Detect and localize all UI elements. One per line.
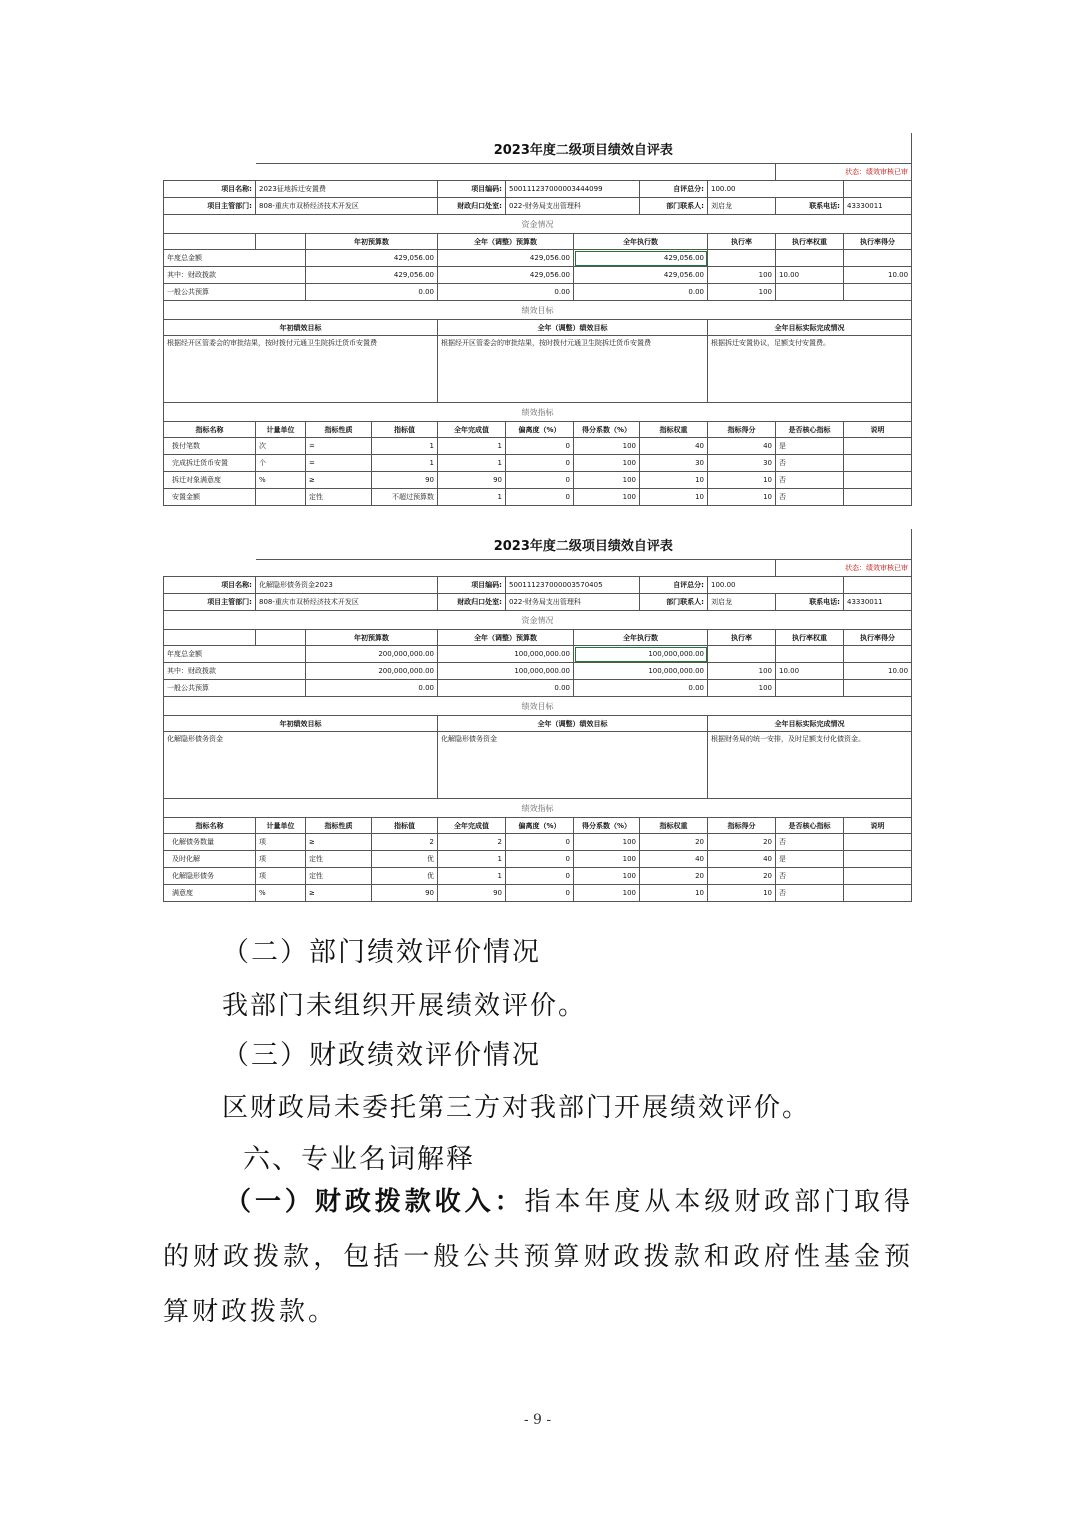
indicator-header: 得分系数（%） <box>574 422 640 438</box>
self-score-value: 100.00 <box>708 181 844 198</box>
indicator-header: 指标性质 <box>306 818 372 834</box>
executed-amount-cell: 429,056.00 <box>574 250 708 267</box>
indicator-unit-cell: 次 <box>256 438 306 455</box>
indicator-nature-cell: = <box>306 455 372 472</box>
goal-text: 根据经开区管委会的审批结果，按时拨付元通卫生院拆迁货币安置费 <box>438 336 708 403</box>
rate-score-cell <box>844 646 912 663</box>
rate-score-cell <box>844 680 912 697</box>
indicator-row <box>164 472 912 489</box>
fund-header: 全年（调整）预算数 <box>438 630 574 646</box>
goal-header: 年初绩效目标 <box>164 716 438 732</box>
indicator-value-cell: 优 <box>372 851 438 868</box>
fund-header: 执行率 <box>708 234 776 250</box>
indicator-header: 指标权重 <box>640 422 708 438</box>
indicator-coef-cell: 100 <box>574 438 640 455</box>
indicator-coef-cell: 100 <box>574 851 640 868</box>
self-score-label: 自评总分: <box>640 577 708 594</box>
indicator-header: 计量单位 <box>256 818 306 834</box>
rate-weight-cell <box>776 680 844 697</box>
indicator-row <box>164 868 912 885</box>
indicator-section-title: 绩效指标 <box>164 799 912 818</box>
indicator-weight-cell: 10 <box>640 885 708 902</box>
indicator-value-cell: 2 <box>372 834 438 851</box>
indicator-note-cell <box>844 834 912 851</box>
fund-section-title: 资金情况 <box>164 611 912 630</box>
fund-header-row <box>164 630 912 646</box>
rate-score-cell <box>844 284 912 301</box>
table-title: 2023年度二级项目绩效自评表 <box>256 529 912 560</box>
indicator-actual-cell: 90 <box>438 472 506 489</box>
performance-table <box>163 133 912 506</box>
indicator-nature-cell: ≥ <box>306 885 372 902</box>
project-name-value: 化解隐形债务资金2023 <box>256 577 438 594</box>
project-code-value: 500111237000003444099 <box>506 181 640 198</box>
goal-text: 化解隐形债务资金 <box>438 732 708 799</box>
indicator-weight-cell: 20 <box>640 868 708 885</box>
rate-weight-cell <box>776 646 844 663</box>
executed-amount-cell: 100,000,000.00 <box>574 646 708 663</box>
goal-text: 根据经开区管委会的审批结果，按时拨付元通卫生院拆迁货币安置费 <box>164 336 438 403</box>
adjusted-budget-cell: 429,056.00 <box>438 250 574 267</box>
contact-value: 刘启龙 <box>708 198 776 215</box>
indicator-score-cell: 10 <box>708 885 776 902</box>
initial-budget-cell: 200,000,000.00 <box>306 646 438 663</box>
execution-rate-cell: 100 <box>708 663 776 680</box>
indicator-header: 偏离度（%） <box>506 422 574 438</box>
indicator-coef-cell: 100 <box>574 472 640 489</box>
rate-weight-cell <box>776 250 844 267</box>
office-label: 财政归口处室: <box>438 198 506 215</box>
contact-value: 刘启龙 <box>708 594 776 611</box>
indicator-core-cell: 否 <box>776 455 844 472</box>
indicator-note-cell <box>844 489 912 506</box>
indicator-coef-cell: 100 <box>574 489 640 506</box>
goal-header: 全年（调整）绩效目标 <box>438 320 708 336</box>
indicator-coef-cell: 100 <box>574 455 640 472</box>
indicator-unit-cell: 项 <box>256 834 306 851</box>
executed-amount-cell: 0.00 <box>574 680 708 697</box>
indicator-actual-cell: 1 <box>438 851 506 868</box>
project-code-label: 项目编码: <box>438 577 506 594</box>
rate-score-cell <box>844 250 912 267</box>
fund-row <box>164 680 912 697</box>
indicator-name-cell: 拆迁对象满意度 <box>164 472 256 489</box>
fund-header: 执行率权重 <box>776 234 844 250</box>
fund-header: 执行率权重 <box>776 630 844 646</box>
indicator-weight-cell: 20 <box>640 834 708 851</box>
indicator-nature-cell: 定性 <box>306 851 372 868</box>
office-value: 022-财务局支出管理科 <box>506 594 640 611</box>
project-code-label: 项目编码: <box>438 181 506 198</box>
indicator-deviation-cell: 0 <box>506 472 574 489</box>
fund-row <box>164 663 912 680</box>
table-title: 2023年度二级项目绩效自评表 <box>256 133 912 164</box>
glossary-term-1 <box>163 1175 913 1340</box>
execution-rate-cell <box>708 250 776 267</box>
indicator-row <box>164 489 912 506</box>
indicator-value-cell: 不超过预算数 <box>372 489 438 506</box>
phone-value: 43330011 <box>844 198 912 215</box>
fund-header: 年初预算数 <box>306 234 438 250</box>
executed-amount-cell: 100,000,000.00 <box>574 663 708 680</box>
indicator-coef-cell: 100 <box>574 834 640 851</box>
fund-header: 全年执行数 <box>574 630 708 646</box>
indicator-header: 全年完成值 <box>438 818 506 834</box>
indicator-name-cell: 及时化解 <box>164 851 256 868</box>
executed-amount-cell: 429,056.00 <box>574 267 708 284</box>
fund-header: 执行率得分 <box>844 234 912 250</box>
indicator-core-cell: 是 <box>776 851 844 868</box>
project-code-value: 500111237000003570405 <box>506 577 640 594</box>
indicator-weight-cell: 30 <box>640 455 708 472</box>
indicator-value-cell: 1 <box>372 455 438 472</box>
indicator-core-cell: 否 <box>776 834 844 851</box>
goal-header: 全年（调整）绩效目标 <box>438 716 708 732</box>
dept-label: 项目主管部门: <box>164 594 256 611</box>
text-finance-evaluation: 区财政局未委托第三方对我部门开展绩效评价。 <box>222 1093 811 1123</box>
indicator-header-row <box>164 422 912 438</box>
indicator-header: 是否核心指标 <box>776 818 844 834</box>
fund-header: 执行率 <box>708 630 776 646</box>
indicator-score-cell: 30 <box>708 455 776 472</box>
indicator-section-title: 绩效指标 <box>164 403 912 422</box>
rate-weight-cell: 10.00 <box>776 267 844 284</box>
initial-budget-cell: 429,056.00 <box>306 267 438 284</box>
goal-section-title: 绩效目标 <box>164 301 912 320</box>
indicator-core-cell: 否 <box>776 489 844 506</box>
indicator-name-cell: 拨付笔数 <box>164 438 256 455</box>
page-number: - 9 - <box>523 1412 552 1428</box>
indicator-nature-cell: ≥ <box>306 834 372 851</box>
indicator-note-cell <box>844 455 912 472</box>
goal-header: 年初绩效目标 <box>164 320 438 336</box>
indicator-header: 是否核心指标 <box>776 422 844 438</box>
adjusted-budget-cell: 100,000,000.00 <box>438 646 574 663</box>
adjusted-budget-cell: 0.00 <box>438 284 574 301</box>
indicator-header: 偏离度（%） <box>506 818 574 834</box>
initial-budget-cell: 0.00 <box>306 680 438 697</box>
self-score-value: 100.00 <box>708 577 844 594</box>
indicator-value-cell: 90 <box>372 885 438 902</box>
project-name-value: 2023征地拆迁安置费 <box>256 181 438 198</box>
heading-glossary: 六、专业名词解释 <box>243 1144 475 1175</box>
indicator-note-cell <box>844 868 912 885</box>
indicator-deviation-cell: 0 <box>506 455 574 472</box>
project-name-label: 项目名称: <box>164 577 256 594</box>
self-score-label: 自评总分: <box>640 181 708 198</box>
indicator-core-cell: 否 <box>776 868 844 885</box>
phone-value: 43330011 <box>844 594 912 611</box>
indicator-value-cell: 优 <box>372 868 438 885</box>
indicator-nature-cell: 定性 <box>306 868 372 885</box>
indicator-deviation-cell: 0 <box>506 885 574 902</box>
indicator-header: 计量单位 <box>256 422 306 438</box>
fund-row <box>164 267 912 284</box>
office-value: 022-财务局支出管理科 <box>506 198 640 215</box>
indicator-header: 指标值 <box>372 818 438 834</box>
indicator-header: 指标值 <box>372 422 438 438</box>
indicator-unit-cell: 项 <box>256 851 306 868</box>
fund-header: 执行率得分 <box>844 630 912 646</box>
initial-budget-cell: 429,056.00 <box>306 250 438 267</box>
sheet-project-2 <box>163 529 911 902</box>
fund-section-title: 资金情况 <box>164 215 912 234</box>
initial-budget-cell: 200,000,000.00 <box>306 663 438 680</box>
indicator-header: 指标得分 <box>708 422 776 438</box>
fund-row <box>164 250 912 267</box>
indicator-note-cell <box>844 851 912 868</box>
fund-header: 全年（调整）预算数 <box>438 234 574 250</box>
rate-score-cell: 10.00 <box>844 663 912 680</box>
text-dept-evaluation: 我部门未组织开展绩效评价。 <box>222 991 587 1021</box>
indicator-name-cell: 化解债务数量 <box>164 834 256 851</box>
goal-header: 全年目标实际完成情况 <box>708 716 912 732</box>
indicator-row <box>164 885 912 902</box>
heading-dept-evaluation: （二）部门绩效评价情况 <box>222 937 541 968</box>
fund-row-label: 年度总金额 <box>164 646 306 663</box>
indicator-header-row <box>164 818 912 834</box>
goal-text: 化解隐形债务资金 <box>164 732 438 799</box>
execution-rate-cell: 100 <box>708 284 776 301</box>
indicator-deviation-cell: 0 <box>506 868 574 885</box>
dept-value: 808-重庆市双桥经济技术开发区 <box>256 198 438 215</box>
indicator-nature-cell: = <box>306 438 372 455</box>
indicator-score-cell: 20 <box>708 834 776 851</box>
fund-row-label: 一般公共预算 <box>164 284 306 301</box>
fund-row-label: 年度总金额 <box>164 250 306 267</box>
indicator-header: 指标性质 <box>306 422 372 438</box>
fund-header: 全年执行数 <box>574 234 708 250</box>
indicator-header: 指标权重 <box>640 818 708 834</box>
fund-row <box>164 646 912 663</box>
status-label: 状态：绩效审核已审 <box>776 560 912 577</box>
phone-label: 联系电话: <box>776 198 844 215</box>
goal-section-title: 绩效目标 <box>164 697 912 716</box>
indicator-coef-cell: 100 <box>574 885 640 902</box>
indicator-header: 全年完成值 <box>438 422 506 438</box>
indicator-name-cell: 化解隐形债务 <box>164 868 256 885</box>
status-label: 状态：绩效审核已审 <box>776 164 912 181</box>
indicator-deviation-cell: 0 <box>506 851 574 868</box>
indicator-actual-cell: 1 <box>438 868 506 885</box>
term-definition: 指本年度从本级财政部门取得的财政拨款，包括一般公共预算财政拨款和政府性基金预算财政拨款。 <box>163 1187 913 1327</box>
indicator-actual-cell: 1 <box>438 455 506 472</box>
indicator-name-cell: 完成拆迁货币安置 <box>164 455 256 472</box>
indicator-core-cell: 是 <box>776 438 844 455</box>
sheet-project-1 <box>163 133 911 506</box>
indicator-coef-cell: 100 <box>574 868 640 885</box>
execution-rate-cell: 100 <box>708 267 776 284</box>
indicator-note-cell <box>844 472 912 489</box>
term-title: （一）财政拨款收入： <box>225 1187 525 1217</box>
execution-rate-cell: 100 <box>708 680 776 697</box>
indicator-actual-cell: 90 <box>438 885 506 902</box>
indicator-header: 指标名称 <box>164 818 256 834</box>
indicator-name-cell: 安置金额 <box>164 489 256 506</box>
indicator-header: 指标名称 <box>164 422 256 438</box>
indicator-row <box>164 851 912 868</box>
indicator-score-cell: 20 <box>708 868 776 885</box>
indicator-weight-cell: 10 <box>640 472 708 489</box>
indicator-unit-cell: 项 <box>256 868 306 885</box>
indicator-deviation-cell: 0 <box>506 834 574 851</box>
indicator-actual-cell: 2 <box>438 834 506 851</box>
indicator-weight-cell: 40 <box>640 851 708 868</box>
performance-table <box>163 529 912 902</box>
contact-label: 部门联系人: <box>640 594 708 611</box>
project-name-label: 项目名称: <box>164 181 256 198</box>
phone-label: 联系电话: <box>776 594 844 611</box>
fund-header-row <box>164 234 912 250</box>
indicator-weight-cell: 10 <box>640 489 708 506</box>
indicator-actual-cell: 1 <box>438 489 506 506</box>
indicator-note-cell <box>844 885 912 902</box>
rate-weight-cell: 10.00 <box>776 663 844 680</box>
contact-label: 部门联系人: <box>640 198 708 215</box>
indicator-deviation-cell: 0 <box>506 438 574 455</box>
indicator-score-cell: 40 <box>708 438 776 455</box>
indicator-row <box>164 455 912 472</box>
dept-value: 808-重庆市双桥经济技术开发区 <box>256 594 438 611</box>
indicator-header: 得分系数（%） <box>574 818 640 834</box>
indicator-unit-cell: % <box>256 885 306 902</box>
heading-finance-evaluation: （三）财政绩效评价情况 <box>222 1040 541 1071</box>
indicator-core-cell: 否 <box>776 472 844 489</box>
indicator-score-cell: 10 <box>708 472 776 489</box>
indicator-header: 说明 <box>844 422 912 438</box>
rate-score-cell: 10.00 <box>844 267 912 284</box>
fund-row-label: 其中：财政拨款 <box>164 663 306 680</box>
office-label: 财政归口处室: <box>438 594 506 611</box>
indicator-value-cell: 90 <box>372 472 438 489</box>
indicator-unit-cell: % <box>256 472 306 489</box>
indicator-nature-cell: 定性 <box>306 489 372 506</box>
indicator-header: 说明 <box>844 818 912 834</box>
indicator-actual-cell: 1 <box>438 438 506 455</box>
fund-row <box>164 284 912 301</box>
goal-text: 根据拆迁安置协议，足额支付安置费。 <box>708 336 912 403</box>
execution-rate-cell <box>708 646 776 663</box>
adjusted-budget-cell: 429,056.00 <box>438 267 574 284</box>
indicator-unit-cell <box>256 489 306 506</box>
indicator-score-cell: 10 <box>708 489 776 506</box>
indicator-score-cell: 40 <box>708 851 776 868</box>
initial-budget-cell: 0.00 <box>306 284 438 301</box>
adjusted-budget-cell: 0.00 <box>438 680 574 697</box>
indicator-weight-cell: 40 <box>640 438 708 455</box>
indicator-name-cell: 满意度 <box>164 885 256 902</box>
goal-text: 根据财务局的统一安排，及时足额支付化债资金。 <box>708 732 912 799</box>
adjusted-budget-cell: 100,000,000.00 <box>438 663 574 680</box>
indicator-header: 指标得分 <box>708 818 776 834</box>
indicator-deviation-cell: 0 <box>506 489 574 506</box>
indicator-unit-cell: 个 <box>256 455 306 472</box>
goal-header: 全年目标实际完成情况 <box>708 320 912 336</box>
rate-weight-cell <box>776 284 844 301</box>
fund-header: 年初预算数 <box>306 630 438 646</box>
indicator-value-cell: 1 <box>372 438 438 455</box>
fund-row-label: 一般公共预算 <box>164 680 306 697</box>
dept-label: 项目主管部门: <box>164 198 256 215</box>
indicator-nature-cell: ≥ <box>306 472 372 489</box>
indicator-row <box>164 834 912 851</box>
indicator-note-cell <box>844 438 912 455</box>
indicator-core-cell: 否 <box>776 885 844 902</box>
indicator-row <box>164 438 912 455</box>
fund-row-label: 其中：财政拨款 <box>164 267 306 284</box>
executed-amount-cell: 0.00 <box>574 284 708 301</box>
